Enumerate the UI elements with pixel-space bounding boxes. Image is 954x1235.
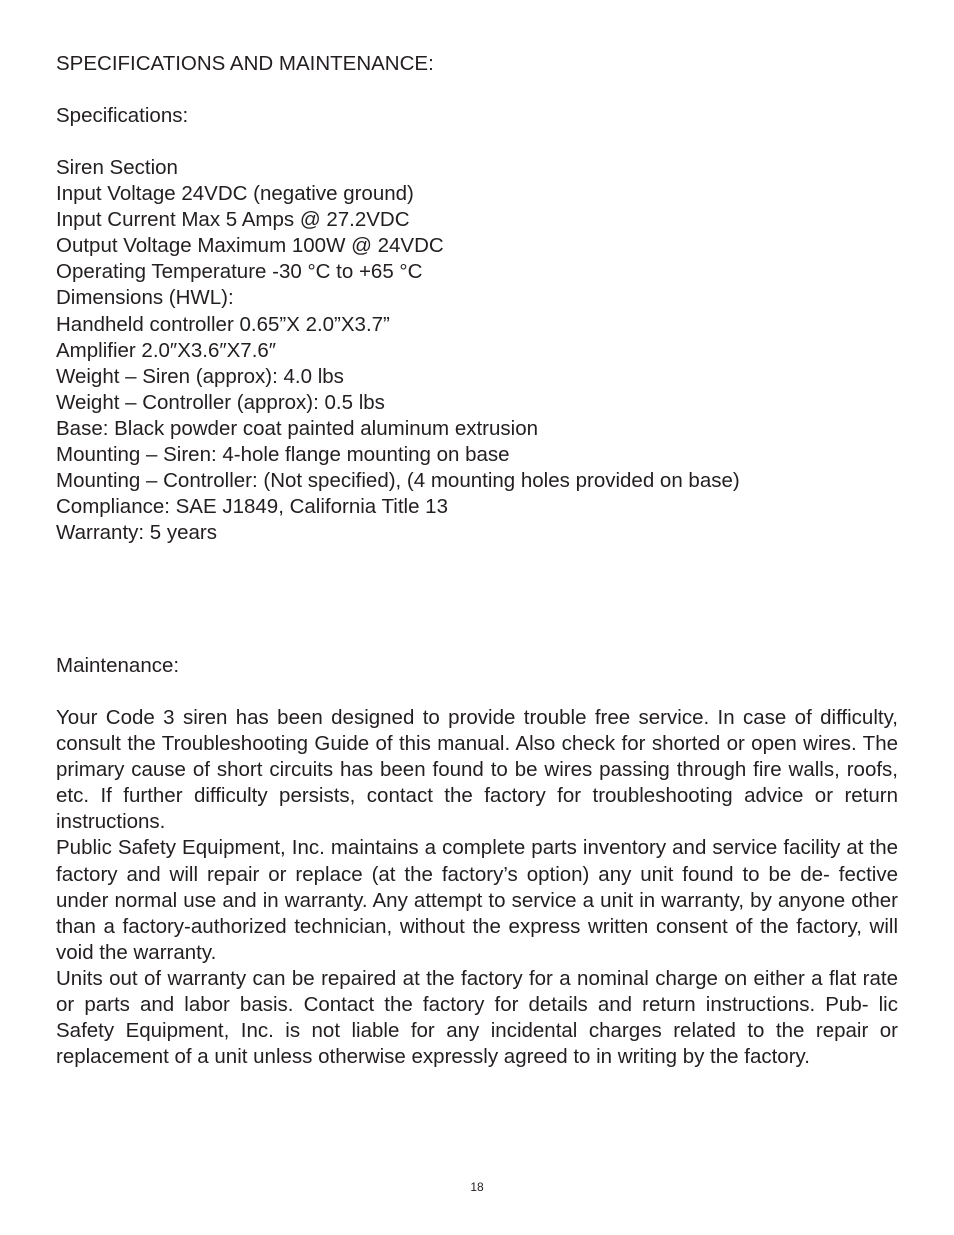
- spec-item: Output Voltage Maximum 100W @ 24VDC: [56, 234, 444, 258]
- spec-item: Compliance: SAE J1849, California Title 13: [56, 495, 448, 519]
- maintenance-paragraph: Public Safety Equipment, Inc. maintains a complete parts inventory and service facility at the factory and will repair or replace (at the factory’s option) any unit found to be de- fective under normal use and in warranty. Any attempt to service a unit in warranty, by anyone other than a factory-authorized technician, without the express written consent of the factory, will void the warranty.: [56, 836, 898, 964]
- maintenance-heading: Maintenance:: [56, 654, 180, 677]
- spec-item: Siren Section: [56, 156, 178, 179]
- specifications-list: [56, 155, 740, 546]
- spec-item: Dimensions (HWL):: [56, 286, 234, 310]
- spec-item: Input Current Max 5 Amps @ 27.2VDC: [56, 208, 410, 232]
- specifications-heading: Specifications:: [56, 104, 189, 127]
- spec-item: Warranty: 5 years: [56, 521, 218, 545]
- spec-item: Base: Black powder coat painted aluminum extrusion: [56, 416, 539, 440]
- spec-item: Mounting – Siren: 4-hole flange mounting on base: [56, 443, 510, 467]
- page-number: 18: [470, 1180, 484, 1194]
- page-heading: SPECIFICATIONS AND MAINTENANCE:: [56, 52, 434, 75]
- spec-item: Input Voltage 24VDC (negative ground): [56, 182, 414, 206]
- spec-item: Handheld controller 0.65”X 2.0”X3.7”: [56, 312, 390, 336]
- spec-item: Amplifier 2.0″X3.6″X7.6″: [56, 338, 277, 362]
- maintenance-paragraph: Units out of warranty can be repaired at the factory for a nominal charge on either a flat rate or parts and labor basis. Contact the factory for details and return instructions. Pub- lic Safety Equipment, Inc. is not liable for any incidental charges related to the repair or replacement of a unit unless otherwise expressly agreed to in writing by the factory.: [56, 966, 898, 1069]
- spec-item: Mounting – Controller: (Not specified), (4 mounting holes provided on base): [56, 469, 740, 493]
- spec-item: Operating Temperature -30 °C to +65 °C: [56, 260, 423, 284]
- spec-item: Weight – Siren (approx): 4.0 lbs: [56, 364, 344, 388]
- spec-item: Weight – Controller (approx): 0.5 lbs: [56, 390, 385, 414]
- maintenance-paragraph: Your Code 3 siren has been designed to provide trouble free service. In case of difficulty, consult the Troubleshooting Guide of this manual. Also check for shorted or open wires. The primary cause of short circuits has been found to be wires passing through fire walls, roofs, etc. If further difficulty persists, contact the factory for troubleshooting advice or return instructions.: [56, 706, 898, 834]
- maintenance-body: [56, 705, 898, 1070]
